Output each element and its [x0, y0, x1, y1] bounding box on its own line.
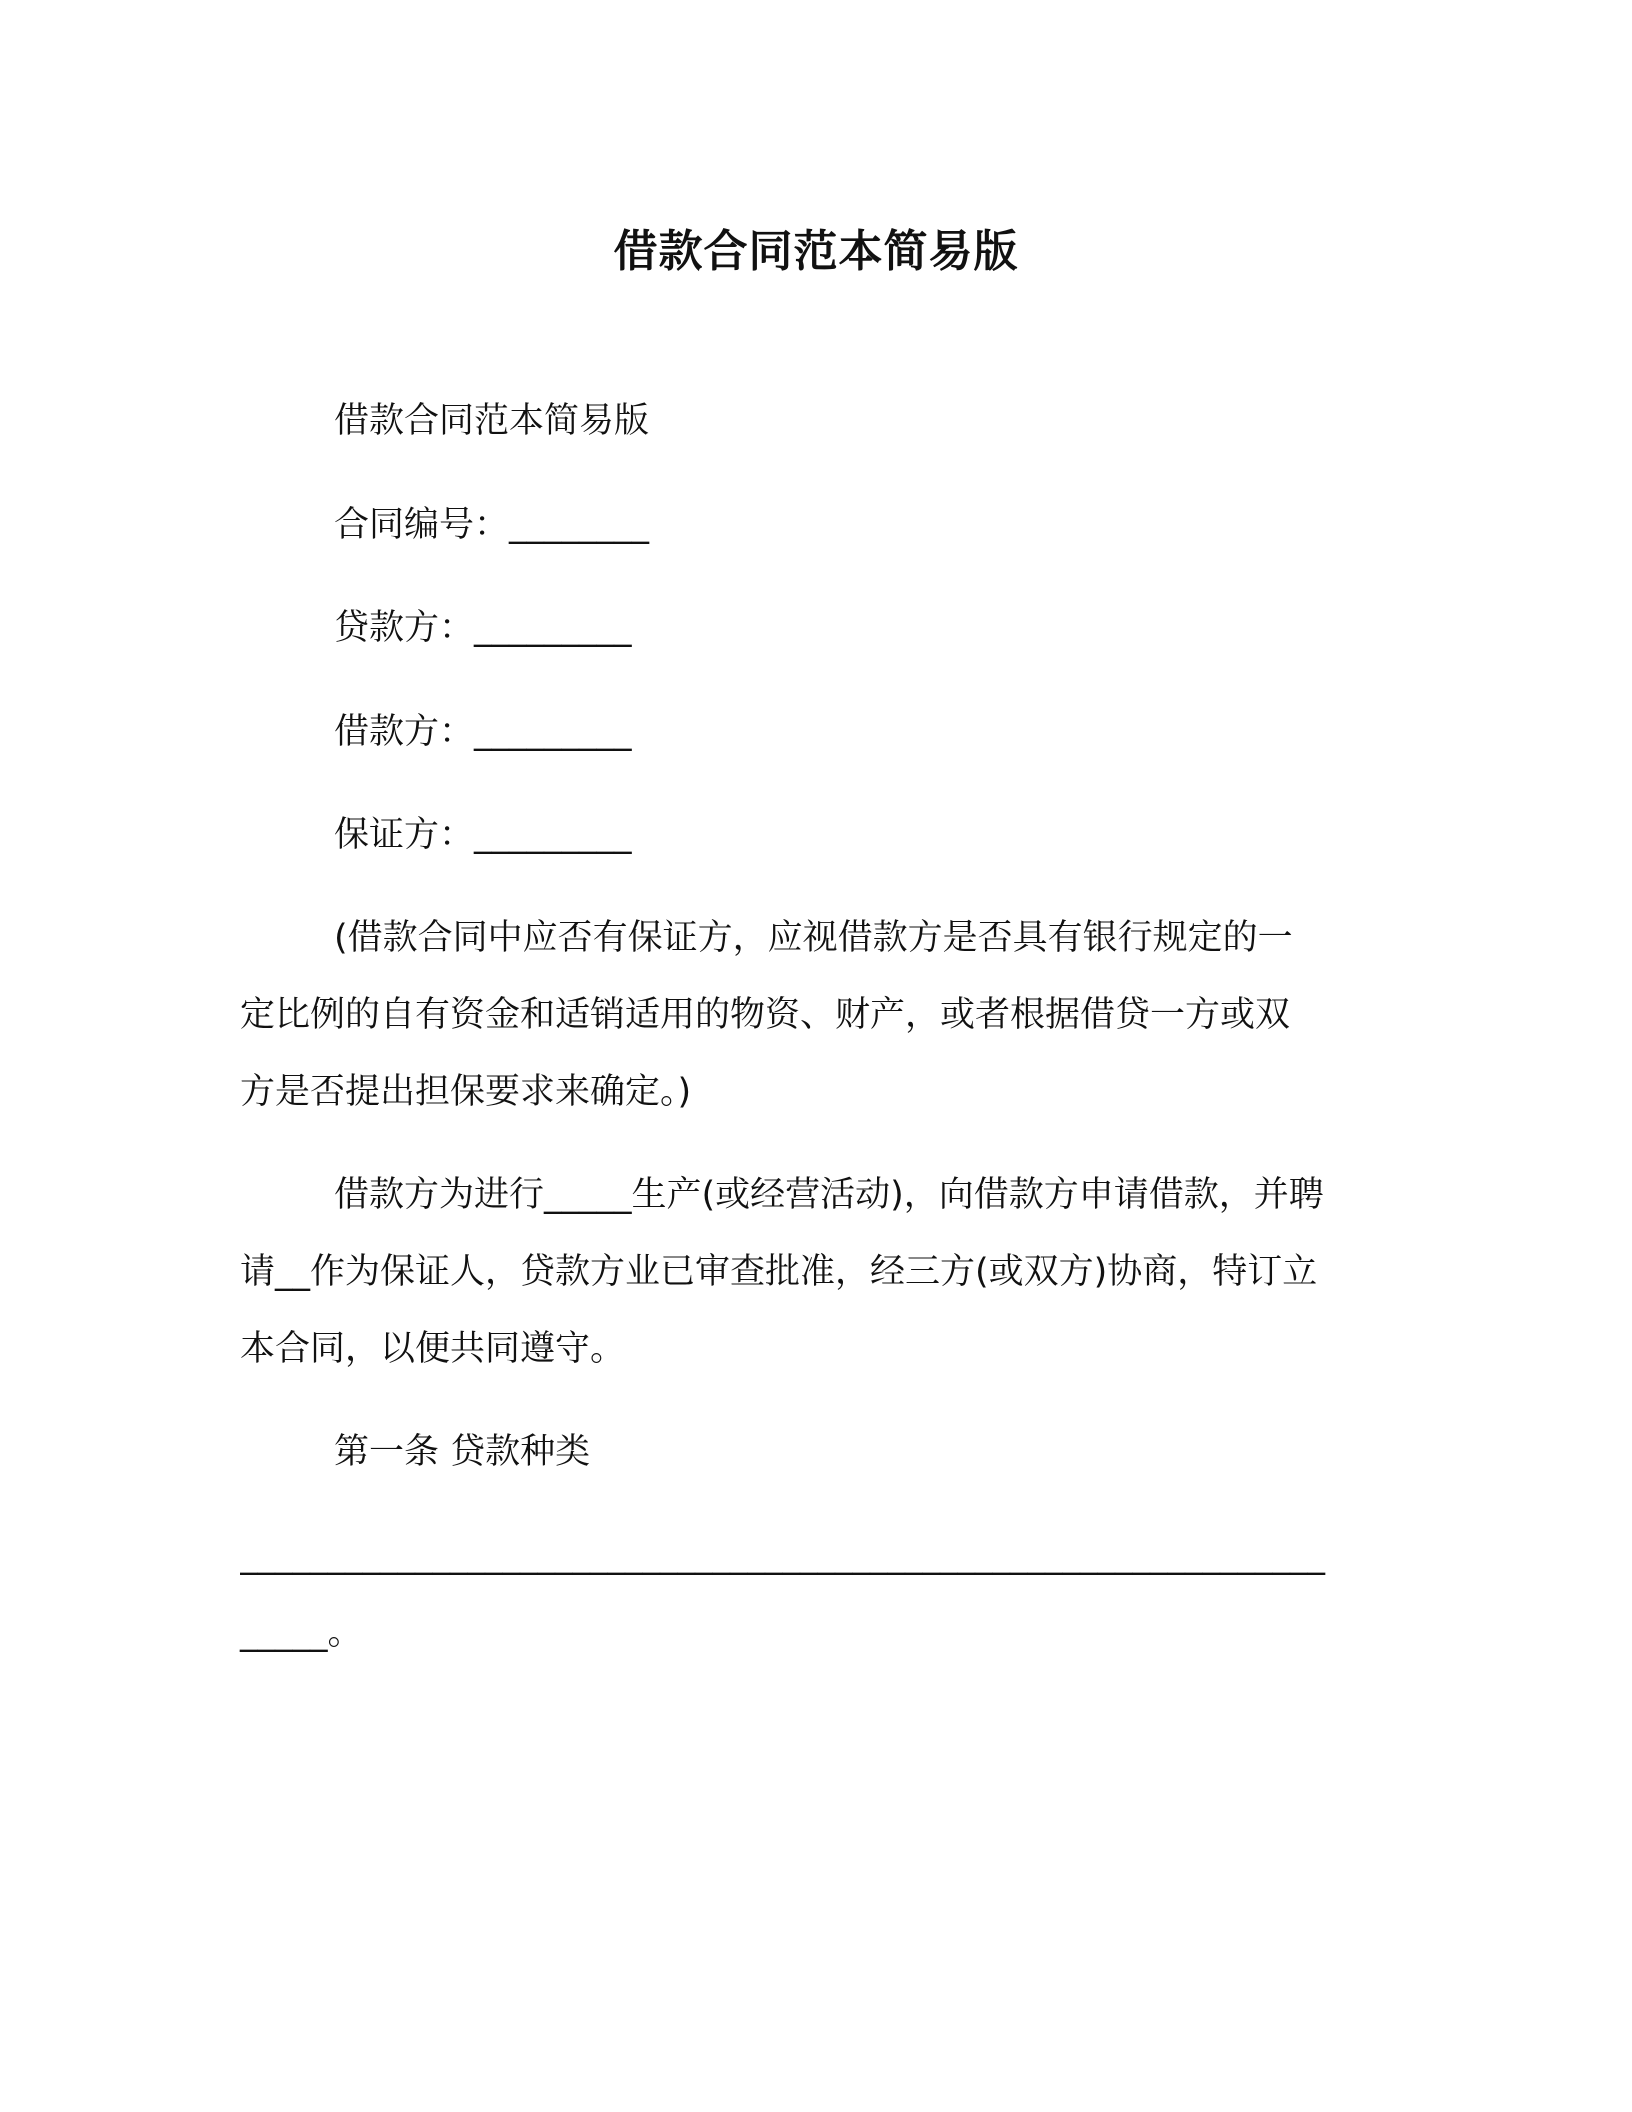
preamble-line-3: 本合同，以便共同遵守。 — [240, 1329, 626, 1369]
field-guarantor: 保证方：_________ — [334, 815, 632, 855]
field-borrower: 借款方：_________ — [334, 712, 632, 752]
article-1-blank-line-2: _____。 — [240, 1613, 363, 1653]
field-contract-number: 合同编号：________ — [334, 505, 650, 545]
field-lender: 贷款方：_________ — [334, 608, 632, 648]
preamble-line-2: 请__作为保证人，贷款方业已审查批准，经三方(或双方)协商，特订立 — [240, 1252, 1318, 1292]
document-title: 借款合同范本简易版 — [613, 226, 1019, 277]
article-1-heading: 第一条 贷款种类 — [334, 1432, 591, 1472]
preamble-line-1: 借款方为进行_____生产(或经营活动)，向借款方申请借款，并聘 — [334, 1175, 1324, 1215]
note-line-3: 方是否提出担保要求来确定。) — [240, 1072, 692, 1112]
article-1-blank-line-1: ______________________________________________________________ — [240, 1536, 1325, 1576]
note-line-1: (借款合同中应否有保证方，应视借款方是否具有银行规定的一 — [334, 918, 1293, 958]
note-line-2: 定比例的自有资金和适销适用的物资、财产，或者根据借贷一方或双 — [240, 995, 1291, 1035]
document-subtitle: 借款合同范本简易版 — [334, 401, 650, 441]
